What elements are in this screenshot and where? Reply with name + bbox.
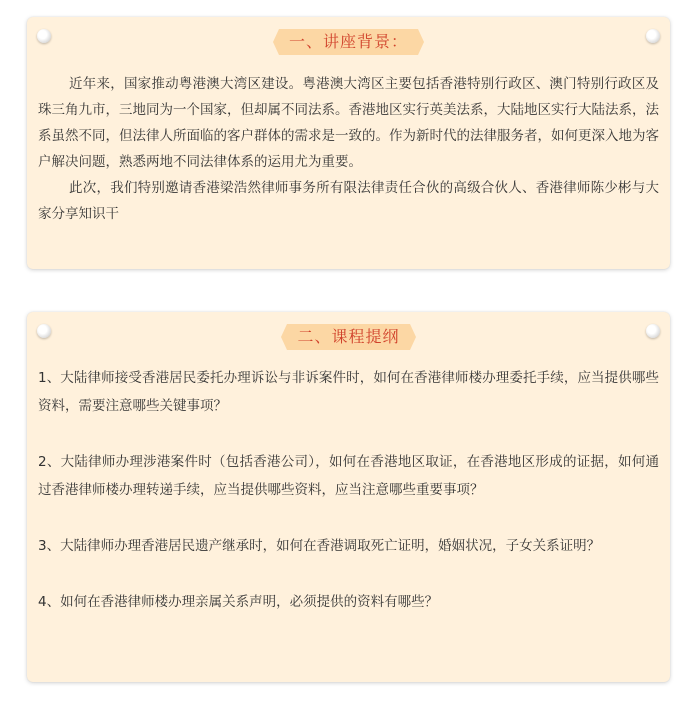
lecture-background-card xyxy=(27,17,670,269)
outline-item: 1、大陆律师接受香港居民委托办理诉讼与非诉案件时，如何在香港律师楼办理委托手续，应当提供哪些资料，需要注意哪些关键事项？ xyxy=(38,370,659,414)
outline-item: 3、大陆律师办理香港居民遗产继承时，如何在香港调取死亡证明，婚姻状况，子女关系证明？ xyxy=(38,538,601,554)
paragraph: 近年来，国家推动粤港澳大湾区建设。粤港澳大湾区主要包括香港特别行政区、澳门特别行政区及珠三角九市，三地同为一个国家，但却属不同法系。香港地区实行英美法系，大陆地区实行大陆法系，法系虽然不同，但法律人所面临的客户群体的需求是一致的。作为新时代的法律服务者，如何更深入地为客户解决问题，熟悉两地不同法律体系的运用尤为重要。 xyxy=(38,76,659,170)
section-title: 一、讲座背景： xyxy=(279,29,418,55)
section-title: 二、课程提纲 xyxy=(287,324,409,350)
outline-item: 2、大陆律师办理涉港案件时（包括香港公司），如何在香港地区取证，在香港地区形成的证据，如何通过香港律师楼办理转递手续，应当提供哪些资料，应当注意哪些重要事项？ xyxy=(38,454,659,498)
paragraph: 此次，我们特别邀请香港梁浩然律师事务所有限法律责任合伙的高级合伙人、香港律师陈少彬与大家分享知识干 xyxy=(38,180,659,222)
outline-item: 4、如何在香港律师楼办理亲属关系声明，必须提供的资料有哪些？ xyxy=(38,594,439,610)
section-body xyxy=(38,71,659,227)
outline-list xyxy=(38,364,659,616)
course-outline-card xyxy=(27,312,670,682)
